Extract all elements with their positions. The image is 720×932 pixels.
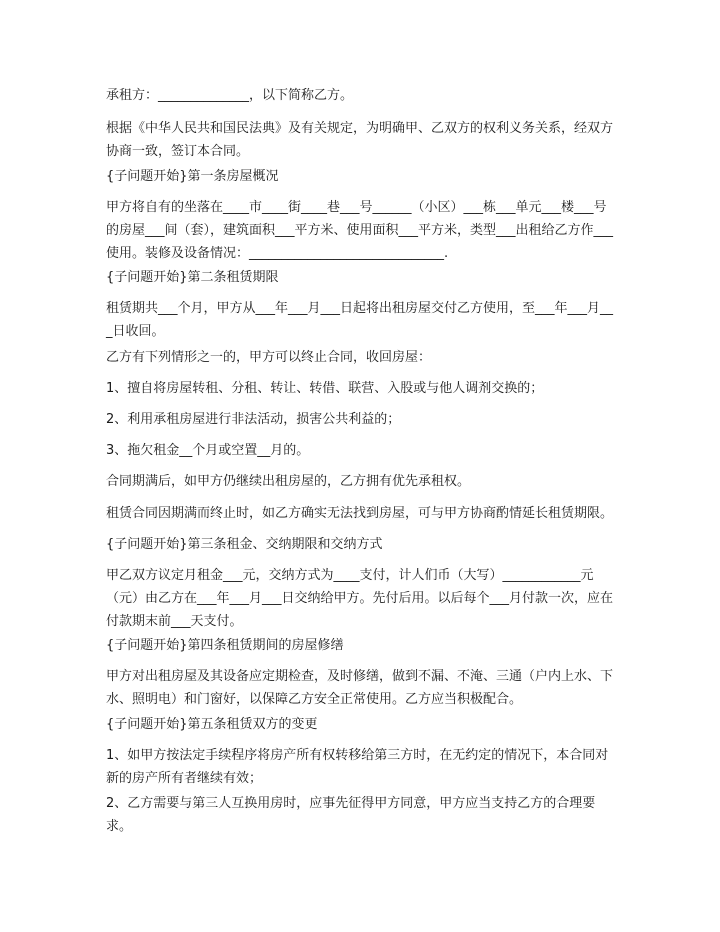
preamble-paragraph: 根据《中华人民共和国民法典》及有关规定，为明确甲、乙双方的权利义务关系，经双方协商一致，签订本合同。 [106, 121, 614, 159]
lessee-line: 承租方：______________，以下简称乙方。 [106, 88, 354, 103]
change-item-1: 1、如甲方按法定手续程序将房产所有权转移给第三方时，在无约定的情况下，本合同对新的房产所有者继续有效； [106, 748, 609, 786]
section-1-body: 甲方将自有的坐落在____市____街____巷___号______（小区）___栋___单元___楼___号的房屋___间（套），建筑面积___平方米、使用面积___平方米，类型___出租给乙方作___使用。装修及设备情况：______________________________. [106, 200, 614, 261]
section-2-body: 租赁期共___个月，甲方从___年___月___日起将出租房屋交付乙方使用，至___年___月___日收回。 [106, 301, 614, 339]
termination-item-1: 1、擅自将房屋转租、分租、转让、转借、联营、入股或与他人调剂交换的； [106, 381, 544, 396]
section-1-heading: {子问题开始}第一条房屋概况 [106, 169, 279, 184]
section-3-body: 甲乙双方议定月租金___元，交纳方式为____支付，计人们币（大写）____________元（元）由乙方在___年___月___日交纳给甲方。先付后用。以后每个___月付款一次，应在付款期末前___天支付。 [106, 568, 614, 629]
section-4-heading: {子问题开始}第四条租赁期间的房屋修缮 [106, 638, 344, 653]
termination-intro: 乙方有下列情形之一的，甲方可以终止合同，收回房屋： [106, 350, 432, 365]
priority-lease-paragraph: 合同期满后，如甲方仍继续出租房屋的，乙方拥有优先承租权。 [106, 474, 471, 489]
termination-item-2: 2、利用承租房屋进行非法活动，损害公共利益的； [106, 412, 401, 427]
extension-paragraph: 租赁合同因期满而终止时，如乙方确实无法找到房屋，可与甲方协商酌情延长租赁期限。 [106, 506, 614, 521]
section-2-heading: {子问题开始}第二条租赁期限 [106, 270, 279, 285]
section-3-heading: {子问题开始}第三条租金、交纳期限和交纳方式 [106, 537, 383, 552]
section-4-body: 甲方对出租房屋及其设备应定期检查，及时修缮，做到不漏、不淹、三通（户内上水、下水、照明电）和门窗好，以保障乙方安全正常使用。乙方应当积极配合。 [106, 669, 614, 707]
termination-item-3: 3、拖欠租金__个月或空置__月的。 [106, 443, 310, 458]
change-item-2: 2、乙方需要与第三人互换用房时，应事先征得甲方同意，甲方应当支持乙方的合理要求。 [106, 796, 596, 834]
section-5-heading: {子问题开始}第五条租赁双方的变更 [106, 717, 318, 732]
